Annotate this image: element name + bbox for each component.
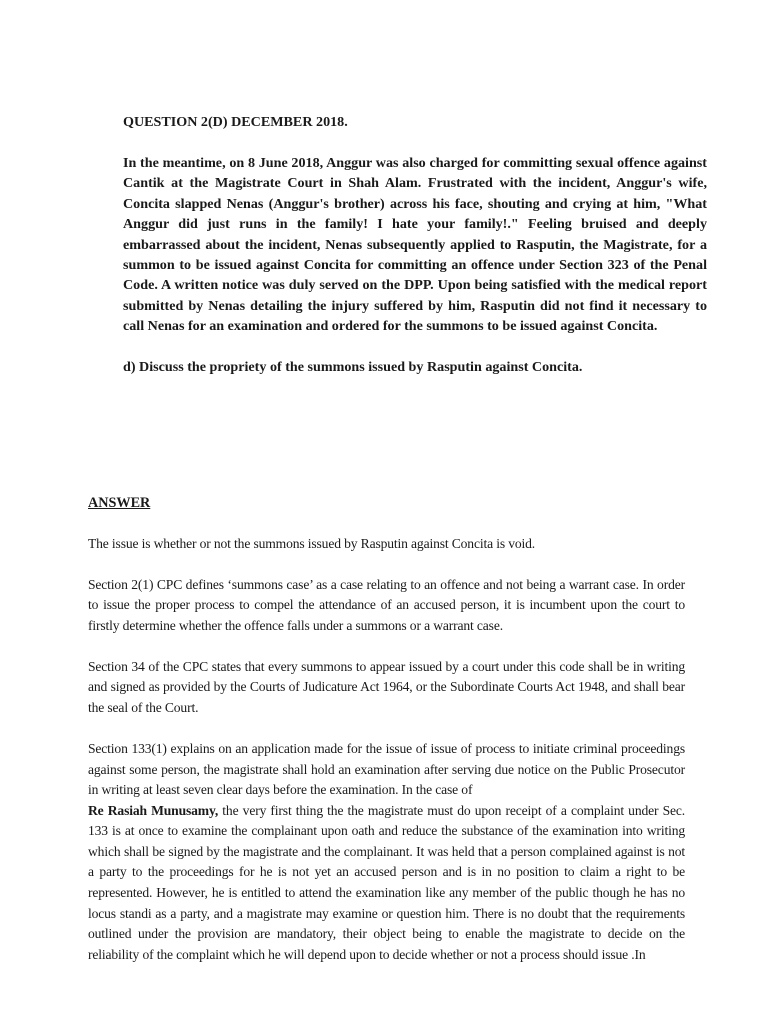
answer-section-34-paragraph: Section 34 of the CPC states that every summons to appear issued by a court under this code shall be in writing and signed as provided by the Courts of Judicature Act 1964, or the Subordinate Courts Act 1948, and shall bear the seal of the Court.	[88, 658, 685, 715]
section-133-rest: the very first thing the the magistrate must do upon receipt of a complaint under Sec. 133 is at once to examine the complainant upon oath and reduce the substance of the examination into writing which shall be signed by the magistrate and the complainant. It was held that a person complained against is not a party to the proceedings for he is not yet an accused person and is in no position to claim a right to be represented. However, he is entitled to attend the examination like any member of the public though he has no locus standi as a party, and a magistrate may examine or question him. There is no doubt that the requirements outlined under the provision are mandatory, their object being to enable the magistrate to decide on the reliability of the complaint which he will depend upon to decide whether or not a process should issue .In	[88, 802, 685, 962]
answer-heading: ANSWER	[88, 495, 151, 511]
sub-question: d) Discuss the propriety of the summons issued by Rasputin against Concita.	[123, 359, 583, 376]
answer-section-133-paragraph	[88, 739, 685, 966]
answer-issue: The issue is whether or not the summons issued by Rasputin against Concita is void.	[88, 535, 536, 551]
question-block	[123, 112, 707, 377]
answer-section-2-paragraph: Section 2(1) CPC defines ‘summons case’ as a case relating to an offence and not being a warrant case. In order to issue the proper process to compel the attendance of an accused person, it is incumbent upon the court to firstly determine whether the offence falls under a summons or a warrant case.	[88, 576, 685, 633]
question-body: In the meantime, on 8 June 2018, Anggur was also charged for committing sexual offence against Cantik at the Magistrate Court in Shah Alam. Frustrated with the incident, Anggur's wife, Concita slapped Nenas (Anggur's brother) across his face, shouting and crying at him, "What Anggur did just runs in the family! I hate your family!." Feeling bruised and deeply embarrassed about the incident, Nenas subsequently applied to Rasputin, the Magistrate, for a summon to be issued against Concita for committing an offence under Section 323 of the Penal Code. A written notice was duly served on the DPP. Upon being satisfied with the medical report submitted by Nenas detailing the injury suffered by him, Rasputin did not find it necessary to call Nenas for an examination and ordered for the summons to be issued against Concita.	[123, 154, 707, 335]
question-title: QUESTION 2(D) DECEMBER 2018.	[123, 114, 348, 130]
case-name: Re Rasiah Munusamy,	[88, 802, 219, 818]
answer-block	[88, 493, 685, 986]
section-133-intro: Section 133(1) explains on an application made for the issue of issue of process to initiate criminal proceedings against some person, the magistrate shall hold an examination after serving due notice on the Public Prosecutor in writing at least seven clear days before the examination. In the case of	[88, 740, 685, 798]
